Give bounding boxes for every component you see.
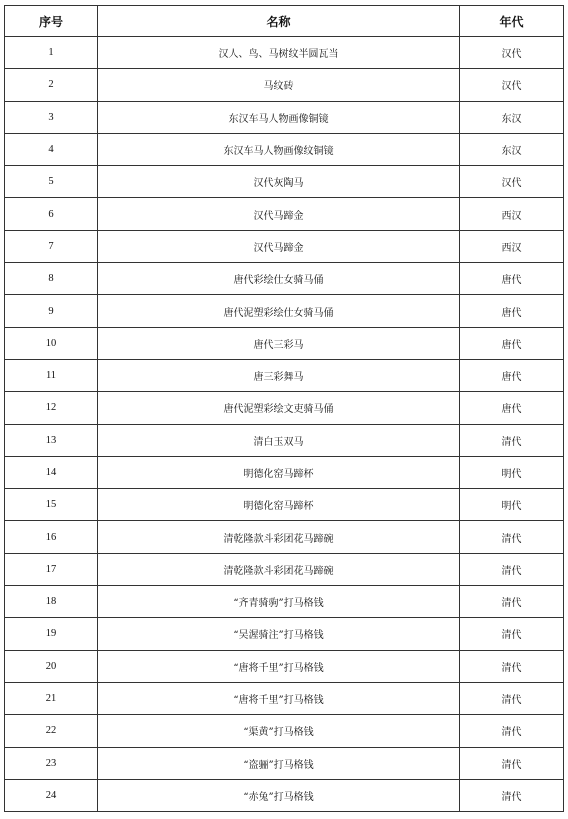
cell-index: 19 (5, 618, 98, 650)
cell-name: “渠黄”打马格钱 (98, 715, 460, 747)
cell-name: 汉代马蹄金 (98, 230, 460, 262)
cell-name: 唐三彩舞马 (98, 359, 460, 391)
cell-index: 20 (5, 650, 98, 682)
cell-name: 东汉车马人物画像铜镜 (98, 101, 460, 133)
cell-index: 22 (5, 715, 98, 747)
cell-index: 1 (5, 37, 98, 69)
cell-name: 马纹砖 (98, 69, 460, 101)
header-name: 名称 (98, 6, 460, 37)
table-row (5, 682, 564, 714)
cell-era: 汉代 (460, 69, 564, 101)
table-row (5, 747, 564, 779)
cell-index: 18 (5, 586, 98, 618)
relics-table (4, 5, 564, 812)
table-row (5, 230, 564, 262)
cell-name: 唐代彩绘仕女骑马俑 (98, 263, 460, 295)
table-row (5, 586, 564, 618)
cell-index: 16 (5, 521, 98, 553)
table-row (5, 133, 564, 165)
cell-era: 明代 (460, 489, 564, 521)
cell-era: 清代 (460, 715, 564, 747)
cell-era: 唐代 (460, 359, 564, 391)
cell-index: 11 (5, 359, 98, 391)
cell-name: 唐代泥塑彩绘仕女骑马俑 (98, 295, 460, 327)
table-row (5, 456, 564, 488)
cell-era: 明代 (460, 456, 564, 488)
header-index: 序号 (5, 6, 98, 37)
cell-index: 14 (5, 456, 98, 488)
table-header (5, 6, 564, 37)
cell-name: 东汉车马人物画像纹铜镜 (98, 133, 460, 165)
cell-era: 清代 (460, 650, 564, 682)
cell-era: 西汉 (460, 198, 564, 230)
cell-index: 15 (5, 489, 98, 521)
cell-index: 6 (5, 198, 98, 230)
cell-era: 汉代 (460, 37, 564, 69)
table-row (5, 618, 564, 650)
table-row (5, 166, 564, 198)
cell-era: 唐代 (460, 327, 564, 359)
header-row (5, 6, 564, 37)
table-row (5, 69, 564, 101)
cell-name: 唐代泥塑彩绘文吏骑马俑 (98, 392, 460, 424)
cell-name: 明德化窑马蹄杯 (98, 456, 460, 488)
cell-index: 5 (5, 166, 98, 198)
table-row (5, 295, 564, 327)
cell-name: 唐代三彩马 (98, 327, 460, 359)
table-row (5, 327, 564, 359)
table-row (5, 489, 564, 521)
cell-era: 唐代 (460, 263, 564, 295)
table-row (5, 37, 564, 69)
cell-name: “齐青骑驹”打马格钱 (98, 586, 460, 618)
cell-index: 8 (5, 263, 98, 295)
cell-name: “唐将千里”打马格钱 (98, 682, 460, 714)
cell-index: 9 (5, 295, 98, 327)
cell-index: 17 (5, 553, 98, 585)
cell-era: 清代 (460, 521, 564, 553)
table-row (5, 650, 564, 682)
cell-name: “吴渥骑注”打马格钱 (98, 618, 460, 650)
table-row (5, 198, 564, 230)
cell-name: “赤兔”打马格钱 (98, 779, 460, 811)
cell-era: 西汉 (460, 230, 564, 262)
cell-name: 清乾隆款斗彩团花马蹄碗 (98, 553, 460, 585)
cell-era: 清代 (460, 618, 564, 650)
table-row (5, 521, 564, 553)
cell-index: 12 (5, 392, 98, 424)
cell-index: 13 (5, 424, 98, 456)
cell-name: 汉代马蹄金 (98, 198, 460, 230)
cell-name: 汉人、鸟、马树纹半圆瓦当 (98, 37, 460, 69)
table-row (5, 779, 564, 811)
cell-era: 清代 (460, 779, 564, 811)
table-row (5, 553, 564, 585)
cell-name: 清乾隆款斗彩团花马蹄碗 (98, 521, 460, 553)
cell-era: 清代 (460, 424, 564, 456)
cell-name: “盗骊”打马格钱 (98, 747, 460, 779)
header-era: 年代 (460, 6, 564, 37)
table-row (5, 392, 564, 424)
cell-index: 24 (5, 779, 98, 811)
cell-era: 清代 (460, 747, 564, 779)
cell-era: 清代 (460, 586, 564, 618)
cell-index: 23 (5, 747, 98, 779)
cell-era: 清代 (460, 553, 564, 585)
cell-index: 4 (5, 133, 98, 165)
cell-index: 3 (5, 101, 98, 133)
cell-name: “唐将千里”打马格钱 (98, 650, 460, 682)
cell-era: 汉代 (460, 166, 564, 198)
table-row (5, 424, 564, 456)
table-row (5, 715, 564, 747)
table-row (5, 263, 564, 295)
cell-era: 唐代 (460, 392, 564, 424)
cell-name: 明德化窑马蹄杯 (98, 489, 460, 521)
cell-index: 10 (5, 327, 98, 359)
cell-index: 21 (5, 682, 98, 714)
table-row (5, 359, 564, 391)
table-row (5, 101, 564, 133)
table-body (5, 37, 564, 812)
cell-era: 唐代 (460, 295, 564, 327)
cell-index: 2 (5, 69, 98, 101)
cell-era: 清代 (460, 682, 564, 714)
cell-index: 7 (5, 230, 98, 262)
cell-era: 东汉 (460, 133, 564, 165)
cell-era: 东汉 (460, 101, 564, 133)
cell-name: 汉代灰陶马 (98, 166, 460, 198)
cell-name: 清白玉双马 (98, 424, 460, 456)
